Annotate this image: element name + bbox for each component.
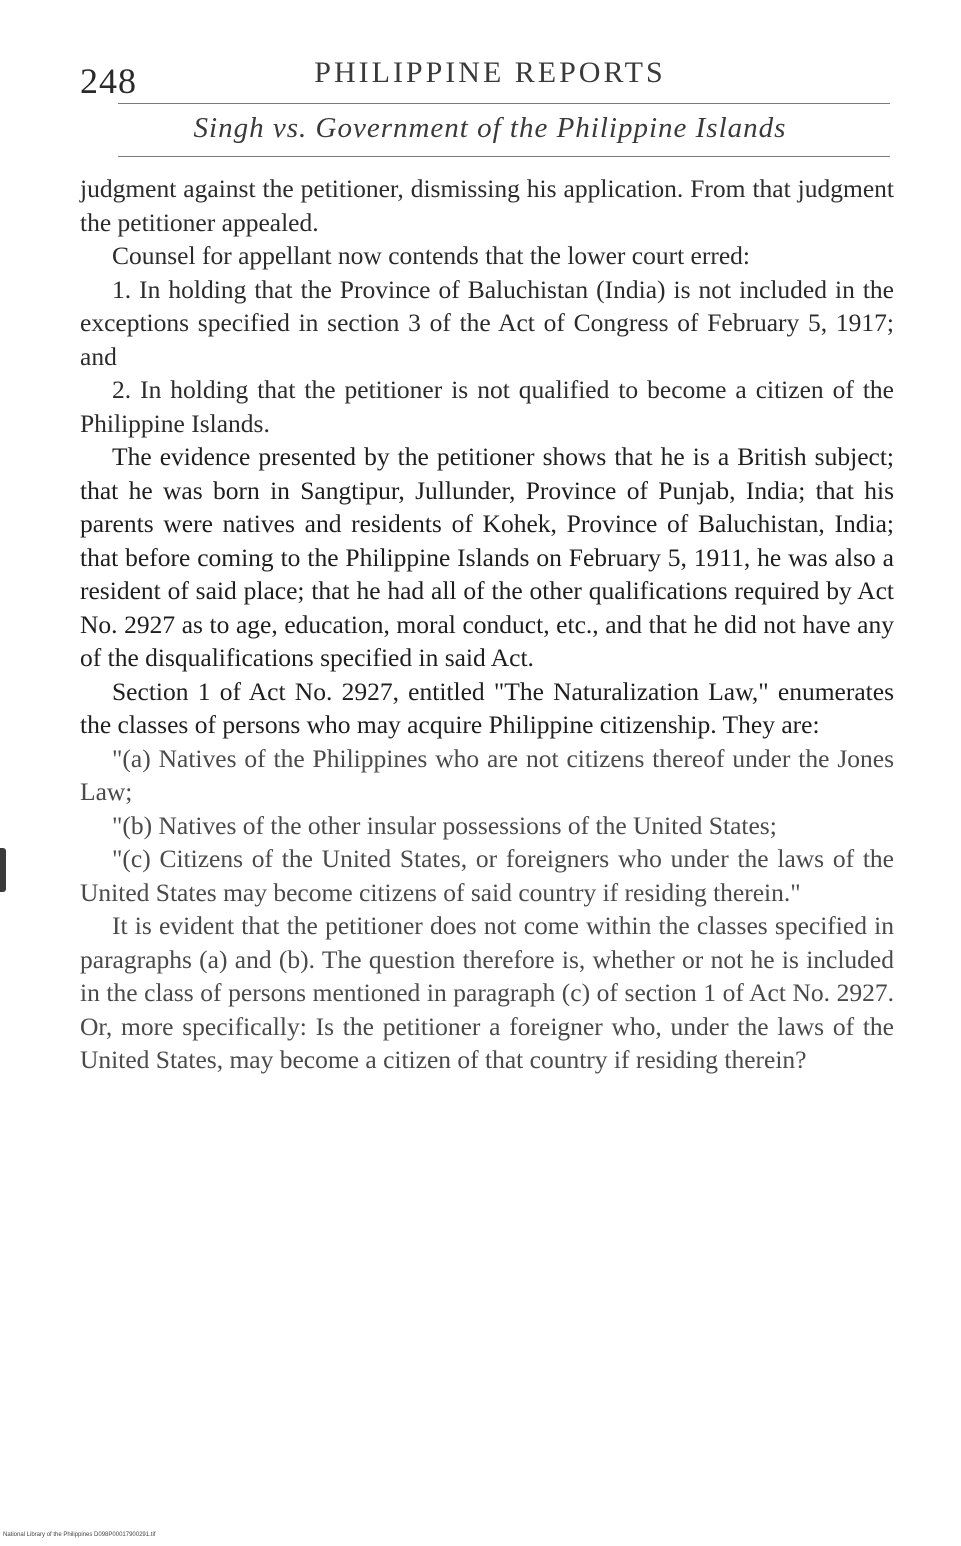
header-rule-top <box>118 103 890 104</box>
page-number: 248 <box>80 61 137 101</box>
paragraph-question: It is evident that the petitioner does not come within the classes specified in paragraphs (a) and (b). The question therefore is, whether or not he is included in the class of persons mentioned in paragraph (c) of section 1 of Act No. 2927. Or, more specifically: Is the petitioner a foreigner who, under the laws of the United States, may become a citizen of that country if residing therein? <box>80 911 894 1074</box>
paragraph-section-1: Section 1 of Act No. 2927, entitled "The Naturalization Law," enumerates the classes of persons who may acquire Philippine citizenship. They are: <box>80 676 894 739</box>
paragraph-error-1: 1. In holding that the Province of Baluchistan (India) is not included in the exceptions specified in section 3 of the Act of Congress of February 5, 1917; and <box>80 274 894 371</box>
header-rule-bottom <box>118 156 890 157</box>
paragraph-judgment: judgment against the petitioner, dismissing his application. From that judgment the petitioner appealed. <box>80 174 894 237</box>
binding-edge-mark <box>0 848 6 892</box>
paragraph-quote-b: "(b) Natives of the other insular possessions of the United States; <box>112 810 777 840</box>
running-head: PHILIPPINE REPORTS <box>314 56 666 89</box>
paragraph-evidence: The evidence presented by the petitioner shows that he is a British subject; that he was born in Sangtipur, Jullunder, Province of Punjab, India; that his parents were natives and residents of Kohek, Province of Baluchistan, India; that before coming to the Philippine Islands on February 5, 1911, he was also a resident of said place; that he had all of the other qualifications required by Act No. 2927 as to age, education, moral conduct, etc., and that he did not have any of the disqualifications specified in said Act. <box>80 442 894 672</box>
case-title: Singh vs. Government of the Philippine Islands <box>193 112 787 144</box>
paragraph-quote-c: "(c) Citizens of the United States, or foreigners who under the laws of the United States may become citizens of said country if residing therein." <box>80 844 894 907</box>
paragraph-quote-a: "(a) Natives of the Philippines who are not citizens thereof under the Jones Law; <box>80 743 894 806</box>
paragraph-error-2: 2. In holding that the petitioner is not qualified to become a citizen of the Philippine Islands. <box>80 375 894 438</box>
paragraph-counsel-contends: Counsel for appellant now contends that the lower court erred: <box>112 241 751 270</box>
body-text <box>80 172 894 1077</box>
scan-footer: National Library of the Philippines D098P00017900291.tif <box>3 1532 156 1538</box>
